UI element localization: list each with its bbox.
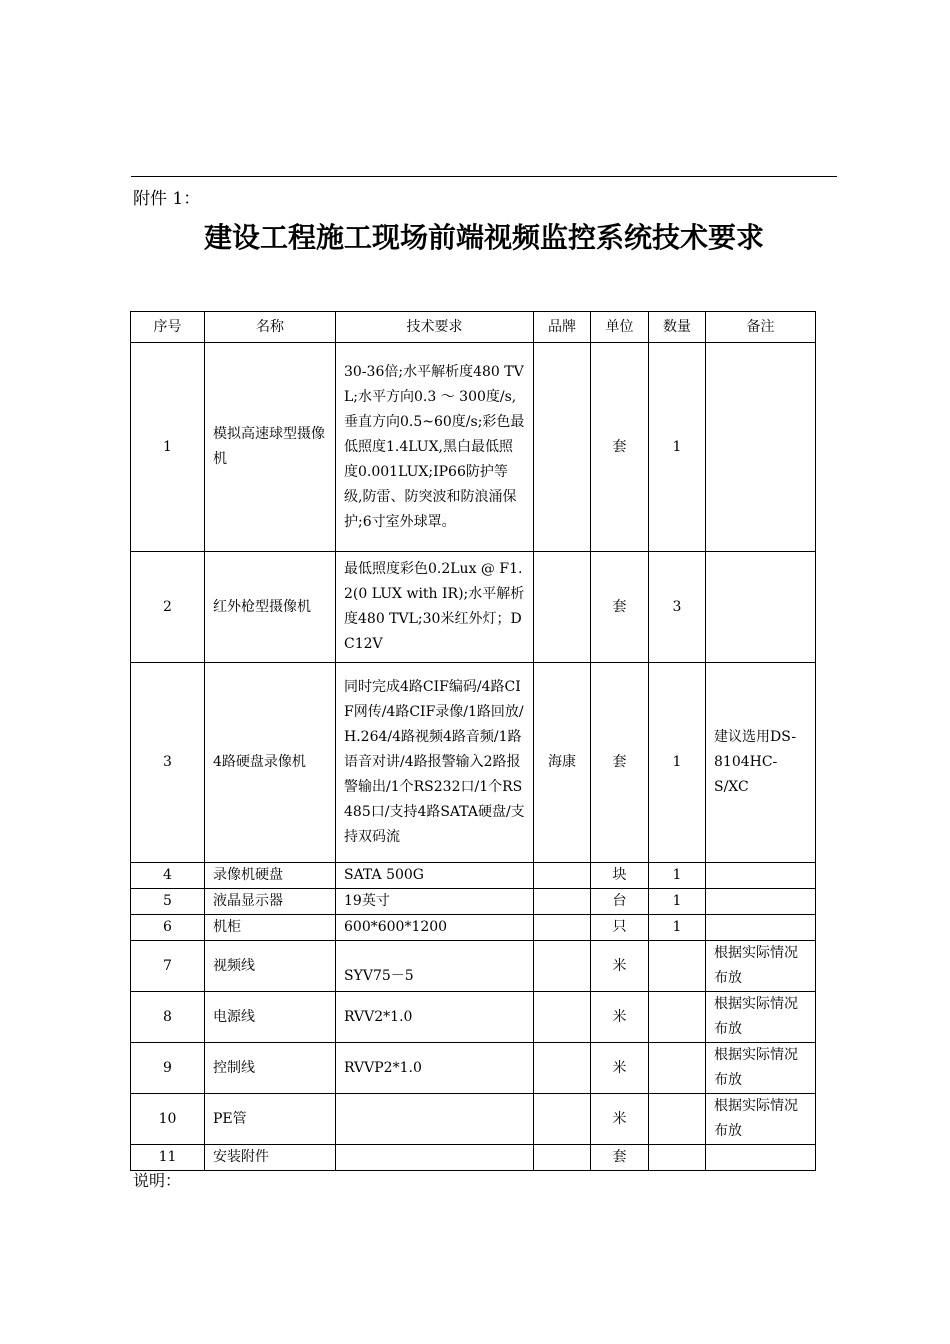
cell-unit: 米 — [591, 1043, 649, 1094]
cell-name: 录像机硬盘 — [205, 863, 336, 889]
cell-tech: RVVP2*1.0 — [336, 1043, 534, 1094]
cell-qty — [649, 1094, 706, 1145]
cell-brand — [534, 1145, 591, 1171]
cell-tech: 最低照度彩色0.2Lux @ F1.2(0 LUX with IR);水平解析度480 TVL;30米红外灯；DC12V — [336, 552, 534, 663]
cell-qty: 1 — [649, 863, 706, 889]
cell-note: 根据实际情况布放 — [706, 1094, 816, 1145]
table-row — [131, 343, 816, 552]
table-row — [131, 1094, 816, 1145]
cell-name: 视频线 — [205, 941, 336, 992]
cell-brand — [534, 343, 591, 552]
cell-note — [706, 343, 816, 552]
cell-name: 机柜 — [205, 915, 336, 941]
cell-brand — [534, 889, 591, 915]
cell-unit: 套 — [591, 663, 649, 863]
cell-brand — [534, 1094, 591, 1145]
cell-note — [706, 889, 816, 915]
cell-note — [706, 1145, 816, 1171]
cell-qty: 1 — [649, 915, 706, 941]
table-row — [131, 941, 816, 992]
cell-note: 根据实际情况布放 — [706, 992, 816, 1043]
cell-tech — [336, 1145, 534, 1171]
cell-note: 建议选用DS-8104HC-S/XC — [706, 663, 816, 863]
header-no: 序号 — [131, 312, 205, 343]
cell-note — [706, 915, 816, 941]
table-row — [131, 863, 816, 889]
cell-unit: 米 — [591, 1094, 649, 1145]
cell-tech: 30-36倍;水平解析度480 TVL;水平方向0.3 ～ 300度/s,垂直方向0.5~60度/s;彩色最低照度1.4LUX,黑白最低照度0.001LUX;IP66防护等级,防雷、防突波和防浪涌保护;6寸室外球罩。 — [336, 343, 534, 552]
header-name: 名称 — [205, 312, 336, 343]
cell-qty — [649, 941, 706, 992]
cell-name: 红外枪型摄像机 — [205, 552, 336, 663]
cell-no: 9 — [131, 1043, 205, 1094]
cell-unit: 套 — [591, 1145, 649, 1171]
cell-note — [706, 863, 816, 889]
cell-qty: 1 — [649, 343, 706, 552]
table-row — [131, 992, 816, 1043]
cell-name: PE管 — [205, 1094, 336, 1145]
cell-name: 模拟高速球型摄像机 — [205, 343, 336, 552]
cell-no: 7 — [131, 941, 205, 992]
cell-qty — [649, 992, 706, 1043]
cell-name: 4路硬盘录像机 — [205, 663, 336, 863]
cell-qty — [649, 1145, 706, 1171]
cell-no: 8 — [131, 992, 205, 1043]
cell-tech — [336, 1094, 534, 1145]
cell-no: 5 — [131, 889, 205, 915]
cell-brand — [534, 915, 591, 941]
cell-qty: 1 — [649, 663, 706, 863]
header-qty: 数量 — [649, 312, 706, 343]
cell-brand — [534, 552, 591, 663]
spec-table — [130, 311, 816, 1171]
cell-qty: 1 — [649, 889, 706, 915]
cell-qty — [649, 1043, 706, 1094]
cell-no: 11 — [131, 1145, 205, 1171]
table-row — [131, 1145, 816, 1171]
header-unit: 单位 — [591, 312, 649, 343]
table-header-row — [131, 312, 816, 343]
cell-unit: 套 — [591, 343, 649, 552]
cell-note: 根据实际情况布放 — [706, 941, 816, 992]
table-row — [131, 1043, 816, 1094]
cell-no: 6 — [131, 915, 205, 941]
cell-name: 控制线 — [205, 1043, 336, 1094]
cell-no: 10 — [131, 1094, 205, 1145]
table-row — [131, 915, 816, 941]
header-brand: 品牌 — [534, 312, 591, 343]
cell-qty: 3 — [649, 552, 706, 663]
cell-note — [706, 552, 816, 663]
header-rule — [131, 176, 837, 177]
footer-note: 说明： — [133, 1171, 182, 1190]
cell-note: 根据实际情况布放 — [706, 1043, 816, 1094]
cell-unit: 米 — [591, 941, 649, 992]
cell-name: 电源线 — [205, 992, 336, 1043]
cell-unit: 块 — [591, 863, 649, 889]
header-note: 备注 — [706, 312, 816, 343]
cell-no: 3 — [131, 663, 205, 863]
page-title: 建设工程施工现场前端视频监控系统技术要求 — [203, 221, 764, 254]
cell-tech: SYV75－5 — [336, 941, 534, 992]
cell-brand — [534, 941, 591, 992]
cell-brand — [534, 992, 591, 1043]
cell-tech: 19英寸 — [336, 889, 534, 915]
cell-unit: 台 — [591, 889, 649, 915]
cell-name: 液晶显示器 — [205, 889, 336, 915]
header-tech: 技术要求 — [336, 312, 534, 343]
cell-brand: 海康 — [534, 663, 591, 863]
cell-tech: 同时完成4路CIF编码/4路CIF网传/4路CIF录像/1路回放/H.264/4路视频4路音频/1路语音对讲/4路报警输入2路报警输出/1个RS232口/1个RS485口/支持4路SATA硬盘/支持双码流 — [336, 663, 534, 863]
cell-tech: 600*600*1200 — [336, 915, 534, 941]
cell-no: 4 — [131, 863, 205, 889]
cell-brand — [534, 863, 591, 889]
cell-unit: 米 — [591, 992, 649, 1043]
cell-name: 安装附件 — [205, 1145, 336, 1171]
cell-unit: 只 — [591, 915, 649, 941]
cell-no: 2 — [131, 552, 205, 663]
attachment-label: 附件 1： — [133, 189, 201, 209]
table-row — [131, 552, 816, 663]
cell-tech: SATA 500G — [336, 863, 534, 889]
cell-unit: 套 — [591, 552, 649, 663]
cell-tech: RVV2*1.0 — [336, 992, 534, 1043]
table-row — [131, 889, 816, 915]
cell-no: 1 — [131, 343, 205, 552]
cell-brand — [534, 1043, 591, 1094]
table-row — [131, 663, 816, 863]
